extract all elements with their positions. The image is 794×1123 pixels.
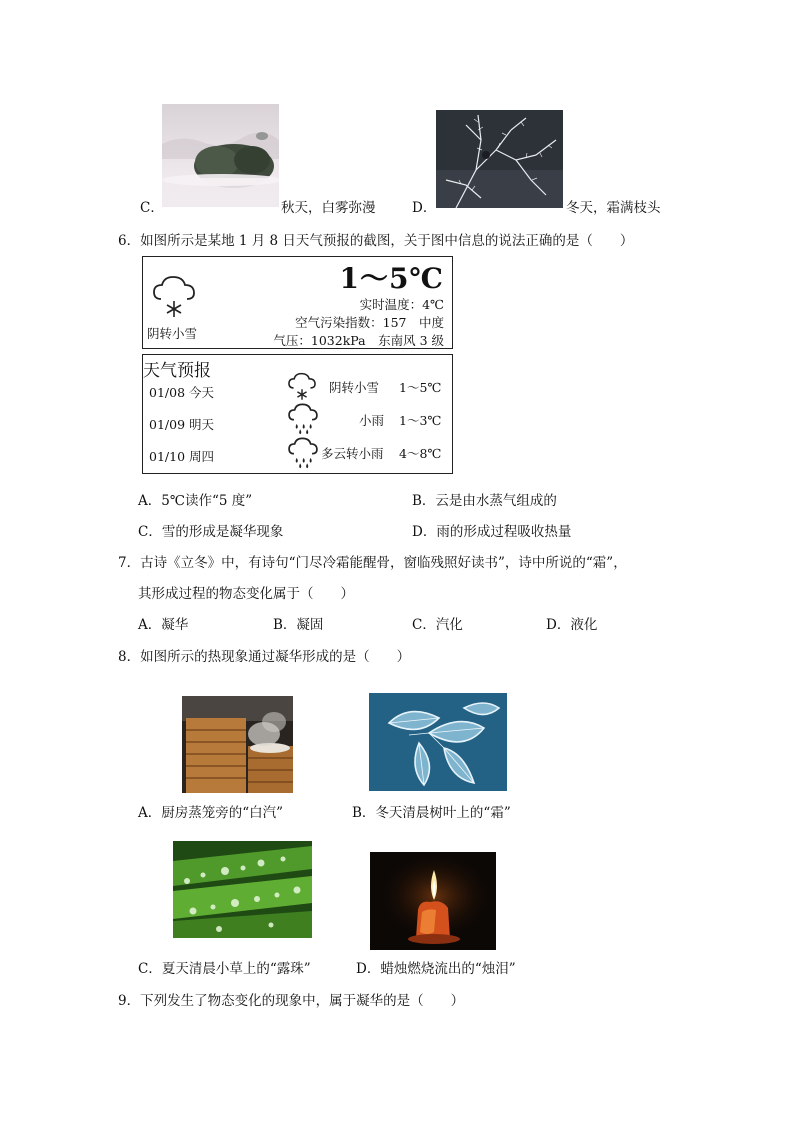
- dewdrop-grass-photo: [173, 841, 312, 938]
- frost-leaf-photo: [369, 693, 507, 791]
- fog-tree-photo: [162, 104, 279, 207]
- q7-stem-line2: 其形成过程的物态变化属于（ ）: [138, 586, 354, 602]
- q7-stem-line1: 7．古诗《立冬》中，有诗句“门尽冷霜能醒骨，窗临残照好读书”，诗中所说的“霜”，: [118, 555, 627, 571]
- q8-option-d: D．蜡烛燃烧流出的“烛泪”: [356, 961, 516, 977]
- current-aqi: 空气污染指数：157 中度: [295, 315, 444, 330]
- q7-option-d: D．液化: [546, 617, 598, 633]
- forecast-condition: 小雨: [359, 413, 385, 428]
- cloud-snow-icon: [151, 273, 197, 319]
- q7-option-b: B．凝固: [273, 617, 324, 633]
- q8-option-b: B．冬天清晨树叶上的“霜”: [352, 805, 511, 821]
- q6-option-a: A．5℃读作“5 度”: [138, 493, 253, 509]
- q6-stem: 6．如图所示是某地 1 月 8 日天气预报的截图，关于图中信息的说法正确的是（ ）: [118, 233, 634, 249]
- q5-option-d-caption: 冬天，霜满枝头: [566, 200, 661, 216]
- forecast-temp: 1～5℃: [399, 380, 442, 395]
- forecast-condition: 阴转小雪: [329, 380, 380, 395]
- forecast-temp: 4～8℃: [399, 446, 442, 461]
- forecast-date: 01/10 周四: [149, 449, 214, 464]
- q7-option-c: C．汽化: [412, 617, 463, 633]
- q6-option-c: C．雪的形成是凝华现象: [138, 524, 284, 540]
- forecast-title: 天气预报: [143, 361, 211, 381]
- q5-option-c-caption: 秋天，白雾弥漫: [281, 200, 376, 216]
- q5-option-d-label: D．: [412, 200, 437, 216]
- steamer-photo: [182, 696, 293, 793]
- current-pressure-wind: 气压：1032kPa 东南风 3 级: [273, 333, 444, 348]
- q5-option-c-label: C．: [140, 200, 164, 216]
- q6-option-d: D．雨的形成过程吸收热量: [412, 524, 572, 540]
- q8-option-c: C．夏天清晨小草上的“露珠”: [138, 961, 311, 977]
- cloud-snow-icon: [287, 371, 317, 401]
- frost-branch-photo: [436, 110, 563, 208]
- cloud-rain-icon: [287, 403, 319, 435]
- q8-stem: 8．如图所示的热现象通过凝华形成的是（ ）: [118, 649, 411, 665]
- cloud-rain-icon: [287, 437, 319, 469]
- forecast-temp: 1～3℃: [399, 413, 442, 428]
- forecast-date: 01/08 今天: [149, 385, 214, 400]
- q6-option-b: B．云是由水蒸气组成的: [412, 493, 557, 509]
- weather-current-panel: [142, 256, 453, 349]
- q8-option-a: A．厨房蒸笼旁的“白汽”: [138, 805, 284, 821]
- candle-photo: [370, 852, 496, 950]
- forecast-date: 01/09 明天: [149, 417, 214, 432]
- forecast-condition: 多云转小雨: [321, 446, 384, 461]
- q7-option-a: A．凝华: [138, 617, 189, 633]
- current-realtime-temp: 实时温度：4℃: [359, 297, 444, 312]
- current-condition: 阴转小雪: [147, 326, 198, 341]
- q9-stem: 9．下列发生了物态变化的现象中，属于凝华的是（ ）: [118, 993, 465, 1009]
- current-temp-range: 1～5℃: [339, 262, 444, 295]
- weather-forecast-panel: [142, 354, 453, 474]
